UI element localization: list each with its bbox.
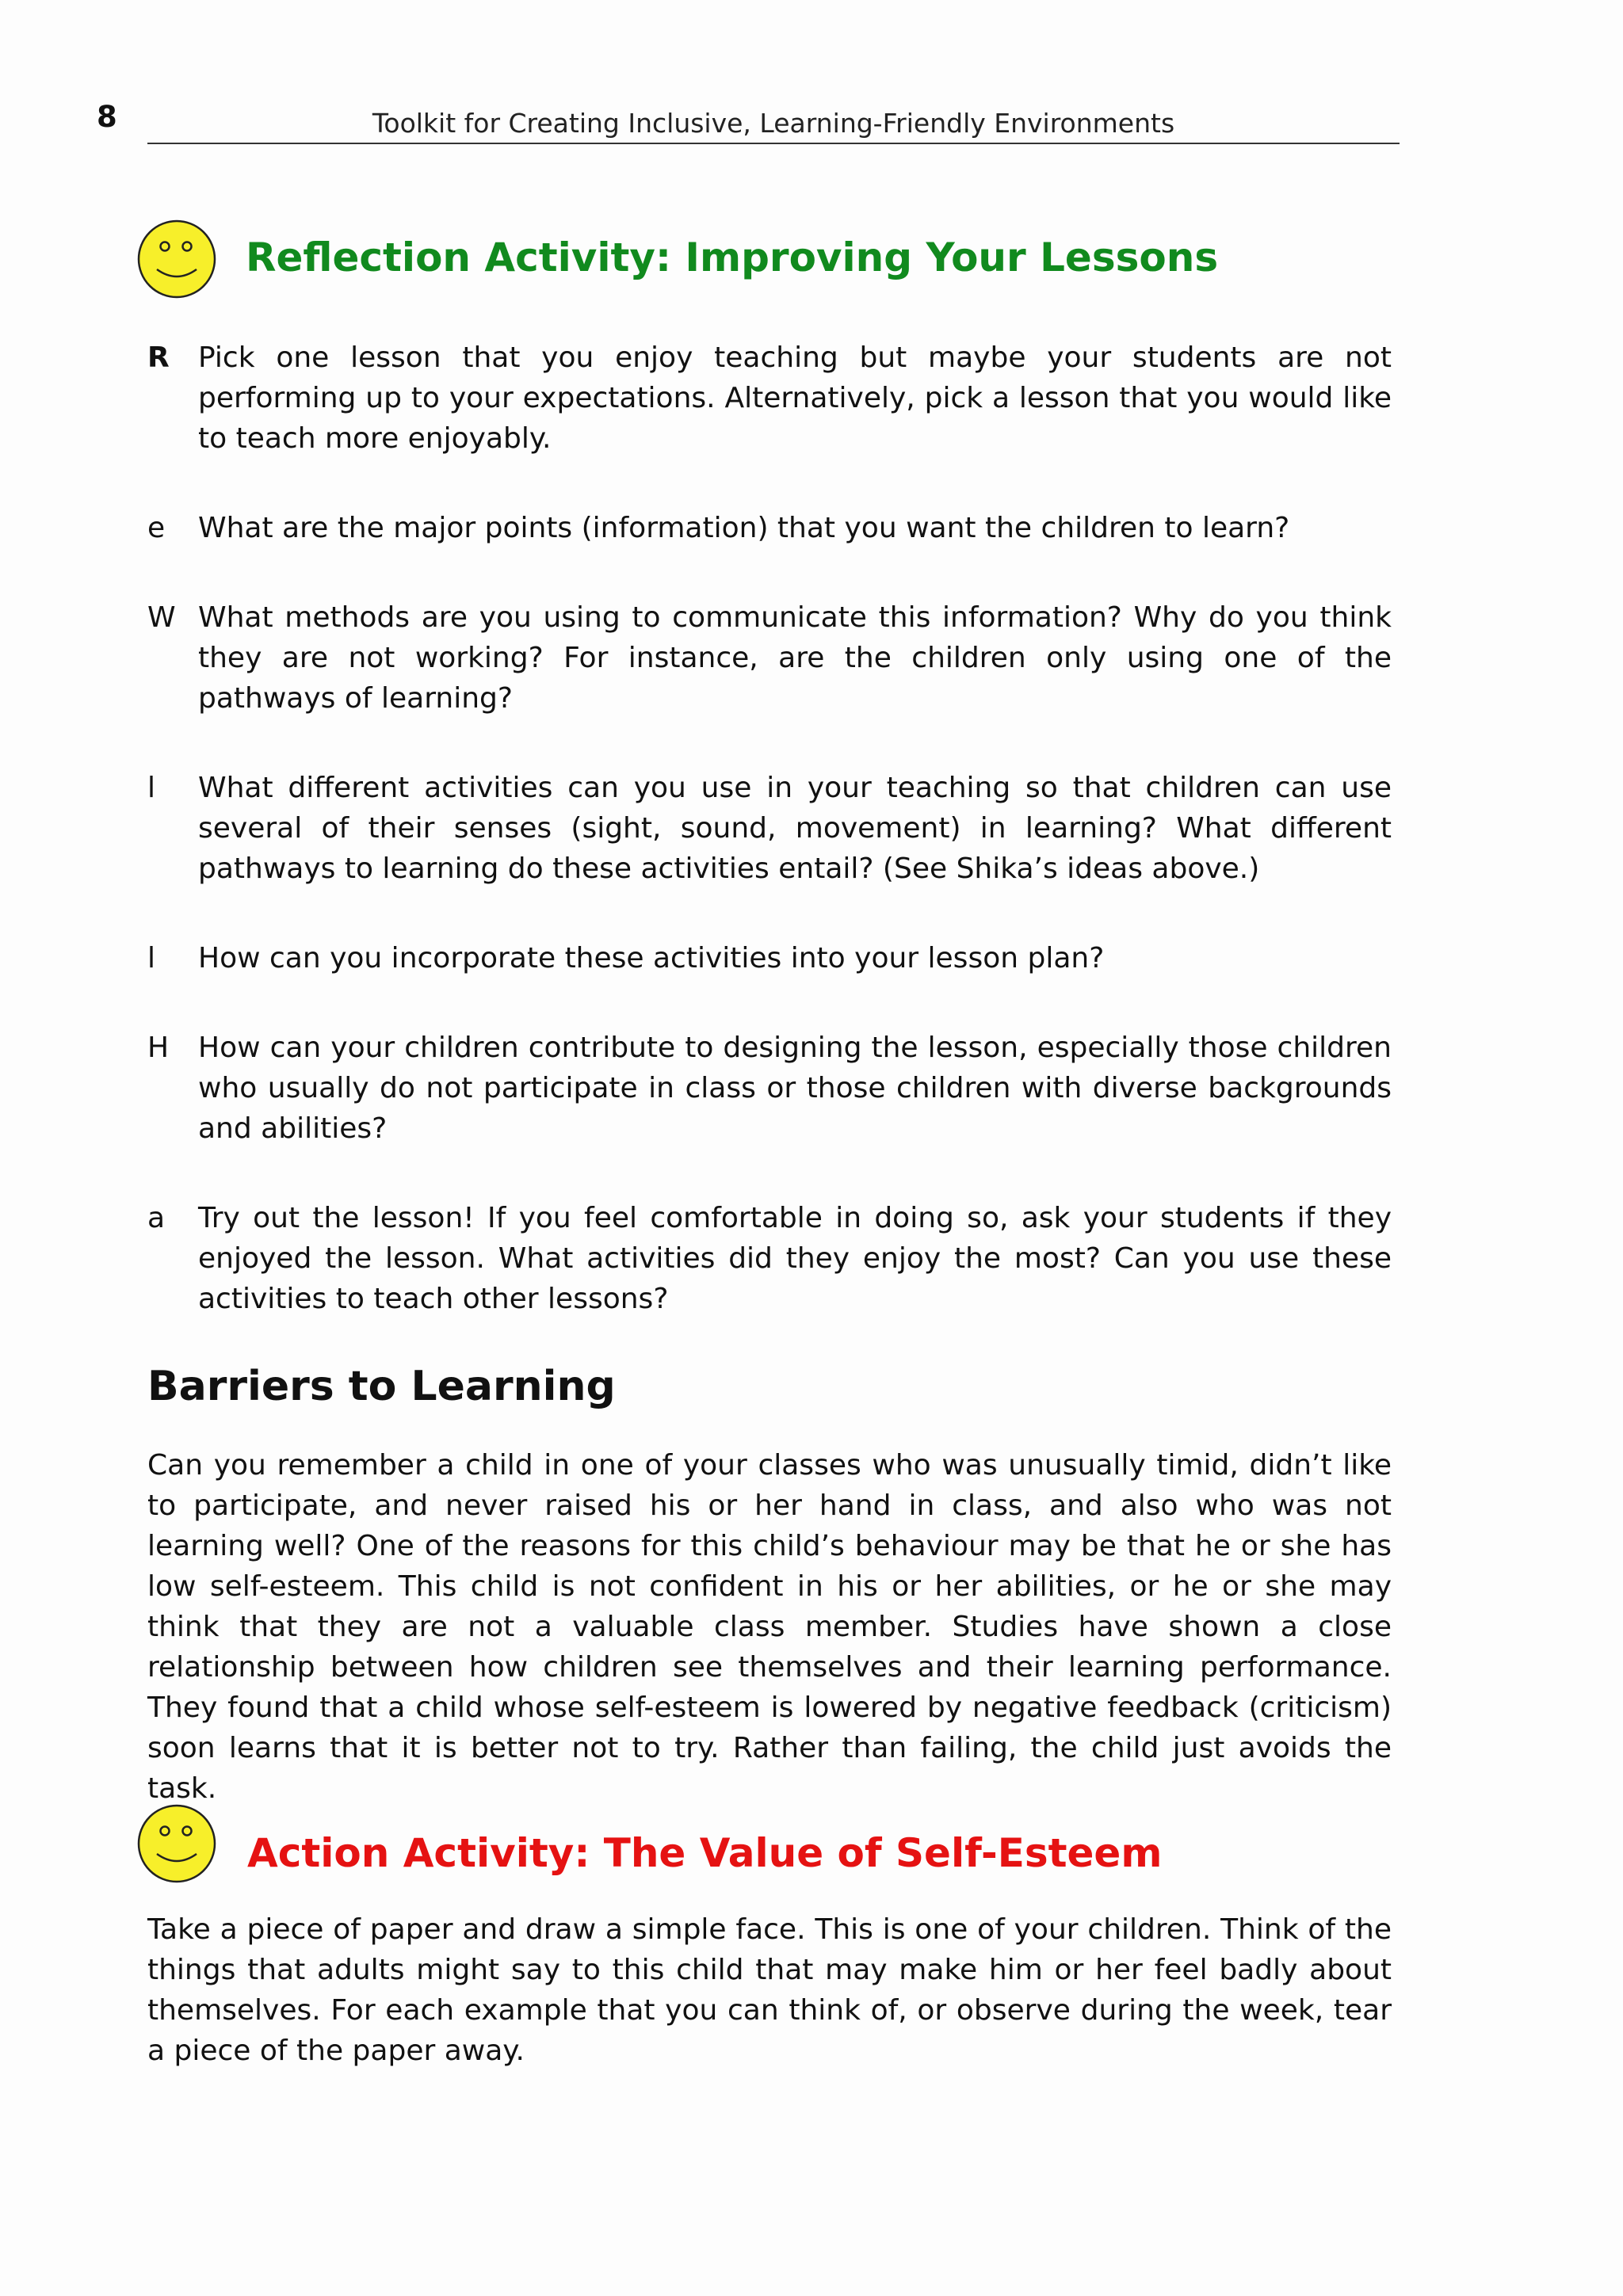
reflection-step bbox=[147, 938, 1392, 978]
page-number: 8 bbox=[97, 100, 117, 134]
step-text: Pick one lesson that you enjoy teaching but maybe your students are not performing up to your expectations. Alternatively, pick a lesson that you would like to teach more enjoyably. bbox=[198, 341, 1392, 455]
step-letter: H bbox=[147, 1032, 170, 1064]
step-letter: W bbox=[147, 601, 176, 634]
reflection-step bbox=[147, 508, 1392, 548]
smiley-face-icon bbox=[136, 1803, 217, 1884]
barriers-paragraph: Can you remember a child in one of your classes who was unusually timid, didn’t like to participate, and never raised his or her hand in class, and also who was not learning well? One of the reasons for this child’s behaviour may be that he or she has low self-esteem. This child is not confident in his or her abilities, or he or she may think that they are not a valuable class member. Studies have shown a close relationship between how children see themselves and their learning performance. They found that a child whose self-esteem is lowered by negative feedback (criticism) soon learns that it is better not to try. Rather than failing, the child just avoids the task. bbox=[147, 1449, 1392, 1805]
step-letter: l bbox=[147, 942, 156, 974]
step-text: What different activities can you use in your teaching so that children can use several of their senses (sight, sound, movement) in learning? What different pathways to learning do these activities entail? (See Shika’s ideas above.) bbox=[198, 772, 1392, 885]
reflection-step bbox=[147, 1198, 1392, 1319]
step-text: What methods are you using to communicate this information? Why do you think they are not working? For instance, are the children only using one of the pathways of learning? bbox=[198, 601, 1392, 715]
step-text: What are the major points (information) that you want the children to learn? bbox=[198, 512, 1290, 544]
reflection-step bbox=[147, 768, 1392, 889]
reflection-step bbox=[147, 597, 1392, 719]
step-text: How can your children contribute to designing the lesson, especially those children who usually do not participate in class or those children with diverse backgrounds and abilities? bbox=[198, 1032, 1392, 1145]
step-letter: a bbox=[147, 1202, 166, 1234]
action-paragraph: Take a piece of paper and draw a simple face. This is one of your children. Think of the things that adults might say to this child that may make him or her feel badly about themselves. For each example that you can think of, or observe during the week, tear a piece of the paper away. bbox=[147, 1913, 1392, 2067]
reflection-steps-list bbox=[147, 309, 1392, 1348]
step-text: Try out the lesson! If you feel comfortable in doing so, ask your students if they enjoyed the lesson. What activities did they enjoy the most? Can you use these activities to teach other lessons? bbox=[198, 1202, 1392, 1315]
reflection-step bbox=[147, 338, 1392, 459]
action-activity-title: Action Activity: The Value of Self-Esteem bbox=[247, 1830, 1163, 1876]
step-text: How can you incorporate these activities into your lesson plan? bbox=[198, 942, 1105, 974]
section-heading: Barriers to Learning bbox=[147, 1363, 616, 1410]
running-header-title: Toolkit for Creating Inclusive, Learning-Friendly Environments bbox=[372, 108, 1175, 139]
reflection-activity-title: Reflection Activity: Improving Your Lessons bbox=[246, 235, 1219, 280]
step-letter: R bbox=[147, 341, 170, 374]
header-rule bbox=[147, 143, 1400, 144]
smiley-face-icon bbox=[136, 219, 217, 299]
step-letter: l bbox=[147, 772, 156, 804]
step-letter: e bbox=[147, 512, 166, 544]
reflection-step bbox=[147, 1028, 1392, 1149]
